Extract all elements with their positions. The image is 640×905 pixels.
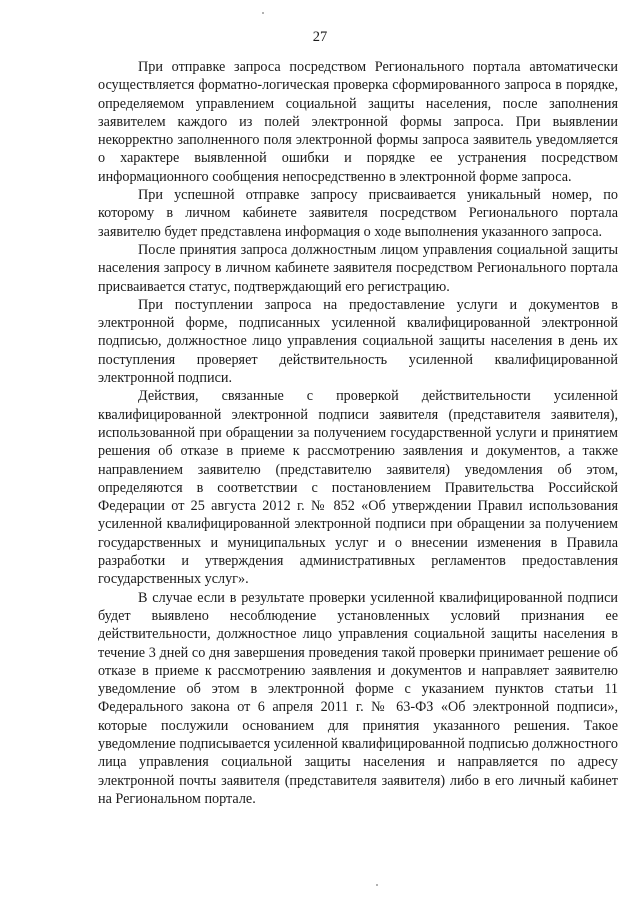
scan-speck xyxy=(262,12,264,14)
paragraph: При поступлении запроса на предоставление услуги и документов в электронной форме, подписанных усиленной квалифицированной электронной подписью, должностное лицо управления социальной защиты населения в день их поступления проверяет действительность усиленной квалифицированной электронной подписи. xyxy=(98,296,618,387)
page-number: 27 xyxy=(312,29,328,45)
paragraph: Действия, связанные с проверкой действительности усиленной квалифицированной электронной подписи заявителя (представителя заявителя), использованной при обращении за получением государственной услуги и принятием решения об отказе в приеме к рассмотрению заявления и документов, а также направлением заявителю (представителю заявителя) уведомления об этом, определяются в соответствии с постановлением Правительства Российской Федерации от 25 августа 2012 г. № 852 «Об утверждении Правил использования усиленной квалифицированной электронной подписи при обращении за получением государственных и муниципальных услуг и о внесении изменения в Правила разработки и утверждения административных регламентов предоставления государственных услуг». xyxy=(98,388,618,588)
paragraph: В случае если в результате проверки усиленной квалифицированной подписи будет выявлено несоблюдение установленных условий признания ее действительности, должностное лицо управления социальной защиты населения в течение 3 дней со дня завершения проведения такой проверки принимает решение об отказе в приеме к рассмотрению заявления и документов и направляет заявителю уведомление об этом в электронной форме с указанием пунктов статьи 11 Федерального закона от 6 апреля 2011 г. № 63-ФЗ «Об электронной подписи», которые послужили основанием для принятия указанного решения. Такое уведомление подписывается усиленной квалифицированной подписью должностного лица управления социальной защиты населения и направляется по адресу электронной почты заявителя (представителя заявителя) либо в его личный кабинет на Региональном портале. xyxy=(98,589,618,807)
paragraph: После принятия запроса должностным лицом управления социальной защиты населения запросу в личном кабинете заявителя посредством Регионального портала присваивается статус, подтверждающий его регистрацию. xyxy=(98,241,618,295)
paragraph: При отправке запроса посредством Регионального портала автоматически осуществляется форматно-логическая проверка сформированного запроса в порядке, определяемом управлением социальной защиты населения, после заполнения заявителем каждого из полей электронной формы запроса. При выявлении некорректно заполненного поля электронной формы запроса заявитель уведомляется о характере выявленной ошибки и порядке ее устранения посредством информационного сообщения непосредственно в электронной форме запроса. xyxy=(98,59,618,185)
scan-speck xyxy=(376,884,378,886)
document-body xyxy=(98,58,618,808)
paragraph: При успешной отправке запросу присваивается уникальный номер, по которому в личном кабинете заявителя посредством Регионального портала заявителю будет представлена информация о ходе выполнения указанного запроса. xyxy=(98,187,618,240)
